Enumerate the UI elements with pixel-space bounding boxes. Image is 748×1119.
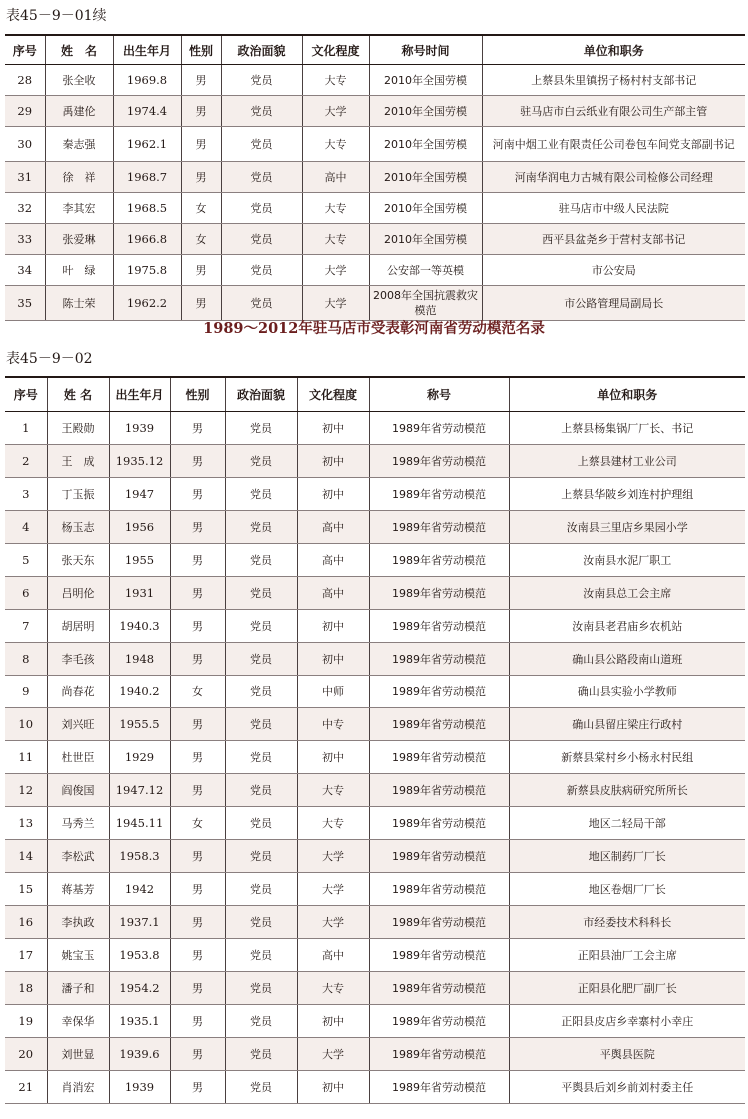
table-row <box>5 576 745 609</box>
cell-gender: 男 <box>170 774 225 807</box>
cell-name: 杨玉志 <box>47 510 109 543</box>
cell-political: 党员 <box>225 609 297 642</box>
cell-gender: 男 <box>181 65 221 96</box>
cell-unit: 西平县盆尧乡于营村支部书记 <box>482 224 745 255</box>
cell-unit: 市公安局 <box>482 255 745 286</box>
cell-gender: 女 <box>181 193 221 224</box>
cell-political: 党员 <box>225 939 297 972</box>
cell-title: 1989年省劳动模范 <box>369 576 509 609</box>
table-row <box>5 96 745 127</box>
cell-no: 7 <box>5 609 47 642</box>
cell-gender: 男 <box>170 444 225 477</box>
cell-name: 刘兴旺 <box>47 708 109 741</box>
table-row <box>5 741 745 774</box>
cell-unit: 新蔡县棠村乡小杨永村民组 <box>509 741 745 774</box>
cell-education: 大学 <box>297 840 369 873</box>
cell-no: 8 <box>5 642 47 675</box>
table-row <box>5 412 745 445</box>
cell-name: 禹建伦 <box>45 96 113 127</box>
cell-title: 1989年省劳动模范 <box>369 510 509 543</box>
cell-name: 丁玉振 <box>47 477 109 510</box>
cell-education: 大专 <box>297 807 369 840</box>
table-row <box>5 939 745 972</box>
cell-political: 党员 <box>221 193 302 224</box>
cell-name: 蒋基芳 <box>47 873 109 906</box>
cell-unit: 正阳县化肥厂副厂长 <box>509 971 745 1004</box>
cell-unit: 汝南县老君庙乡农机站 <box>509 609 745 642</box>
cell-unit: 上蔡县华陂乡刘连村护理组 <box>509 477 745 510</box>
cell-no: 2 <box>5 444 47 477</box>
table1 <box>5 34 745 321</box>
cell-name: 李松武 <box>47 840 109 873</box>
cell-name: 刘世显 <box>47 1037 109 1070</box>
cell-no: 1 <box>5 412 47 445</box>
cell-birth: 1956 <box>109 510 170 543</box>
cell-no: 21 <box>5 1070 47 1103</box>
table-row <box>5 444 745 477</box>
cell-education: 大专 <box>297 971 369 1004</box>
cell-education: 高中 <box>297 576 369 609</box>
cell-title: 1989年省劳动模范 <box>369 873 509 906</box>
cell-education: 大专 <box>302 127 369 162</box>
col-header-birth: 出生年月 <box>109 377 170 412</box>
cell-no: 20 <box>5 1037 47 1070</box>
cell-title: 1989年省劳动模范 <box>369 939 509 972</box>
table-row <box>5 1070 745 1103</box>
cell-unit: 平舆县医院 <box>509 1037 745 1070</box>
cell-birth: 1935.12 <box>109 444 170 477</box>
col-header-no: 序号 <box>5 35 45 65</box>
table-row <box>5 675 745 708</box>
cell-political: 党员 <box>225 675 297 708</box>
col-header-no: 序号 <box>5 377 47 412</box>
cell-birth: 1947 <box>109 477 170 510</box>
cell-gender: 女 <box>170 675 225 708</box>
cell-political: 党员 <box>225 543 297 576</box>
cell-political: 党员 <box>225 412 297 445</box>
cell-unit: 正阳县油厂工会主席 <box>509 939 745 972</box>
cell-gender: 男 <box>181 286 221 321</box>
cell-no: 15 <box>5 873 47 906</box>
table-row <box>5 65 745 96</box>
cell-no: 33 <box>5 224 45 255</box>
cell-no: 18 <box>5 971 47 1004</box>
cell-gender: 男 <box>170 412 225 445</box>
cell-name: 潘子和 <box>47 971 109 1004</box>
cell-gender: 男 <box>170 873 225 906</box>
cell-education: 大学 <box>297 873 369 906</box>
cell-title: 1989年省劳动模范 <box>369 807 509 840</box>
col-header-name: 姓 名 <box>45 35 113 65</box>
cell-unit: 确山县留庄梁庄行政村 <box>509 708 745 741</box>
cell-no: 3 <box>5 477 47 510</box>
table2-caption: 表45－9－02 <box>6 351 93 367</box>
cell-gender: 男 <box>170 1037 225 1070</box>
col-header-gender: 性别 <box>170 377 225 412</box>
cell-political: 党员 <box>225 906 297 939</box>
cell-title: 2010年全国劳模 <box>369 224 482 255</box>
cell-unit: 地区制药厂厂长 <box>509 840 745 873</box>
col-header-unit: 单位和职务 <box>509 377 745 412</box>
cell-unit: 确山县公路段南山道班 <box>509 642 745 675</box>
cell-name: 秦志强 <box>45 127 113 162</box>
table-row <box>5 127 745 162</box>
cell-title: 1989年省劳动模范 <box>369 906 509 939</box>
cell-no: 13 <box>5 807 47 840</box>
cell-unit: 市经委技术科科长 <box>509 906 745 939</box>
cell-birth: 1948 <box>109 642 170 675</box>
cell-name: 张爱琳 <box>45 224 113 255</box>
cell-political: 党员 <box>221 96 302 127</box>
table-row <box>5 840 745 873</box>
col-header-title-time: 称号时间 <box>369 35 482 65</box>
cell-title: 1989年省劳动模范 <box>369 774 509 807</box>
cell-no: 12 <box>5 774 47 807</box>
cell-political: 党员 <box>225 1037 297 1070</box>
cell-name: 叶 绿 <box>45 255 113 286</box>
cell-gender: 女 <box>170 807 225 840</box>
cell-no: 35 <box>5 286 45 321</box>
cell-political: 党员 <box>225 807 297 840</box>
table-row <box>5 873 745 906</box>
cell-political: 党员 <box>221 65 302 96</box>
cell-title: 1989年省劳动模范 <box>369 1004 509 1037</box>
cell-education: 大专 <box>302 65 369 96</box>
cell-birth: 1974.4 <box>113 96 181 127</box>
cell-political: 党员 <box>225 971 297 1004</box>
table-row <box>5 906 745 939</box>
cell-education: 高中 <box>297 543 369 576</box>
cell-title: 1989年省劳动模范 <box>369 477 509 510</box>
cell-education: 大学 <box>297 906 369 939</box>
cell-birth: 1969.8 <box>113 65 181 96</box>
table-row <box>5 774 745 807</box>
cell-political: 党员 <box>225 873 297 906</box>
cell-title: 1989年省劳动模范 <box>369 675 509 708</box>
cell-name: 张天东 <box>47 543 109 576</box>
cell-unit: 汝南县水泥厂职工 <box>509 543 745 576</box>
cell-education: 大学 <box>302 96 369 127</box>
cell-no: 14 <box>5 840 47 873</box>
cell-education: 初中 <box>297 642 369 675</box>
col-header-gender: 性别 <box>181 35 221 65</box>
section-title: 1989～2012年驻马店市受表彰河南省劳动模范名录 <box>203 320 545 337</box>
cell-no: 6 <box>5 576 47 609</box>
cell-education: 初中 <box>297 1004 369 1037</box>
cell-unit: 汝南县总工会主席 <box>509 576 745 609</box>
col-header-title: 称号 <box>369 377 509 412</box>
table-row <box>5 510 745 543</box>
cell-title: 2008年全国抗震救灾模范 <box>369 286 482 321</box>
table2 <box>5 376 745 1104</box>
cell-no: 19 <box>5 1004 47 1037</box>
cell-gender: 男 <box>170 477 225 510</box>
cell-name: 杜世臣 <box>47 741 109 774</box>
cell-unit: 确山县实验小学教师 <box>509 675 745 708</box>
cell-birth: 1935.1 <box>109 1004 170 1037</box>
cell-education: 大专 <box>302 193 369 224</box>
table-row <box>5 255 745 286</box>
table2-header-row <box>5 377 745 412</box>
cell-unit: 地区二轻局干部 <box>509 807 745 840</box>
cell-title: 1989年省劳动模范 <box>369 741 509 774</box>
cell-gender: 男 <box>170 939 225 972</box>
cell-political: 党员 <box>221 162 302 193</box>
cell-unit: 平舆县后刘乡前刘村委主任 <box>509 1070 745 1103</box>
cell-no: 4 <box>5 510 47 543</box>
table-row <box>5 642 745 675</box>
table-row <box>5 162 745 193</box>
cell-birth: 1940.3 <box>109 609 170 642</box>
cell-birth: 1954.2 <box>109 971 170 1004</box>
cell-political: 党员 <box>225 642 297 675</box>
cell-birth: 1966.8 <box>113 224 181 255</box>
cell-gender: 男 <box>170 741 225 774</box>
table1-caption: 表45－9－01续 <box>6 8 107 24</box>
col-header-political: 政治面貌 <box>221 35 302 65</box>
cell-no: 32 <box>5 193 45 224</box>
cell-name: 阎俊国 <box>47 774 109 807</box>
cell-birth: 1968.7 <box>113 162 181 193</box>
cell-unit: 新蔡县皮肤病研究所所长 <box>509 774 745 807</box>
cell-name: 王 成 <box>47 444 109 477</box>
cell-no: 31 <box>5 162 45 193</box>
cell-gender: 男 <box>181 162 221 193</box>
cell-education: 高中 <box>297 939 369 972</box>
cell-political: 党员 <box>225 477 297 510</box>
cell-unit: 驻马店市白云纸业有限公司生产部主管 <box>482 96 745 127</box>
cell-no: 29 <box>5 96 45 127</box>
cell-birth: 1958.3 <box>109 840 170 873</box>
cell-education: 大专 <box>302 224 369 255</box>
cell-title: 1989年省劳动模范 <box>369 412 509 445</box>
table-row <box>5 1037 745 1070</box>
cell-unit: 驻马店市中级人民法院 <box>482 193 745 224</box>
table-row <box>5 1004 745 1037</box>
cell-education: 大学 <box>302 255 369 286</box>
table-row <box>5 477 745 510</box>
cell-unit: 上蔡县建材工业公司 <box>509 444 745 477</box>
cell-education: 高中 <box>297 510 369 543</box>
cell-no: 34 <box>5 255 45 286</box>
cell-title: 1989年省劳动模范 <box>369 1070 509 1103</box>
cell-political: 党员 <box>225 741 297 774</box>
cell-gender: 男 <box>170 840 225 873</box>
cell-title: 2010年全国劳模 <box>369 65 482 96</box>
cell-gender: 男 <box>170 1004 225 1037</box>
cell-name: 吕明伦 <box>47 576 109 609</box>
cell-education: 初中 <box>297 412 369 445</box>
cell-gender: 男 <box>181 255 221 286</box>
cell-gender: 男 <box>170 609 225 642</box>
cell-no: 5 <box>5 543 47 576</box>
cell-education: 大学 <box>302 286 369 321</box>
cell-education: 初中 <box>297 609 369 642</box>
cell-education: 初中 <box>297 477 369 510</box>
col-header-birth: 出生年月 <box>113 35 181 65</box>
cell-unit: 上蔡县朱里镇拐子杨村村支部书记 <box>482 65 745 96</box>
cell-title: 1989年省劳动模范 <box>369 1037 509 1070</box>
cell-birth: 1945.11 <box>109 807 170 840</box>
cell-no: 17 <box>5 939 47 972</box>
cell-birth: 1937.1 <box>109 906 170 939</box>
cell-political: 党员 <box>225 708 297 741</box>
cell-name: 张全收 <box>45 65 113 96</box>
cell-title: 1989年省劳动模范 <box>369 708 509 741</box>
cell-birth: 1939 <box>109 412 170 445</box>
cell-education: 初中 <box>297 1070 369 1103</box>
cell-name: 李毛孩 <box>47 642 109 675</box>
cell-unit: 河南华润电力古城有限公司检修公司经理 <box>482 162 745 193</box>
cell-name: 幸保华 <box>47 1004 109 1037</box>
cell-no: 9 <box>5 675 47 708</box>
cell-political: 党员 <box>225 1004 297 1037</box>
cell-gender: 男 <box>170 543 225 576</box>
cell-title: 1989年省劳动模范 <box>369 840 509 873</box>
cell-birth: 1939 <box>109 1070 170 1103</box>
cell-birth: 1947.12 <box>109 774 170 807</box>
cell-no: 28 <box>5 65 45 96</box>
cell-unit: 上蔡县杨集锅厂厂长、书记 <box>509 412 745 445</box>
cell-political: 党员 <box>221 286 302 321</box>
cell-birth: 1931 <box>109 576 170 609</box>
cell-political: 党员 <box>221 127 302 162</box>
table-row <box>5 609 745 642</box>
cell-title: 1989年省劳动模范 <box>369 444 509 477</box>
col-header-education: 文化程度 <box>297 377 369 412</box>
cell-no: 11 <box>5 741 47 774</box>
cell-birth: 1962.2 <box>113 286 181 321</box>
table-row <box>5 807 745 840</box>
cell-title: 公安部一等英模 <box>369 255 482 286</box>
cell-education: 中专 <box>297 708 369 741</box>
cell-gender: 男 <box>181 127 221 162</box>
cell-title: 2010年全国劳模 <box>369 96 482 127</box>
cell-birth: 1940.2 <box>109 675 170 708</box>
cell-no: 30 <box>5 127 45 162</box>
table-row <box>5 543 745 576</box>
table-row <box>5 708 745 741</box>
cell-gender: 男 <box>170 906 225 939</box>
cell-title: 2010年全国劳模 <box>369 193 482 224</box>
cell-gender: 男 <box>170 971 225 1004</box>
cell-political: 党员 <box>225 510 297 543</box>
cell-name: 马秀兰 <box>47 807 109 840</box>
cell-no: 16 <box>5 906 47 939</box>
cell-political: 党员 <box>225 576 297 609</box>
cell-birth: 1929 <box>109 741 170 774</box>
cell-title: 1989年省劳动模范 <box>369 543 509 576</box>
col-header-name: 姓 名 <box>47 377 109 412</box>
cell-name: 陈士荣 <box>45 286 113 321</box>
cell-education: 大专 <box>297 774 369 807</box>
cell-political: 党员 <box>225 840 297 873</box>
cell-gender: 男 <box>181 96 221 127</box>
cell-name: 徐 祥 <box>45 162 113 193</box>
cell-birth: 1953.8 <box>109 939 170 972</box>
table-row <box>5 286 745 321</box>
cell-title: 1989年省劳动模范 <box>369 971 509 1004</box>
cell-education: 初中 <box>297 741 369 774</box>
cell-gender: 女 <box>181 224 221 255</box>
cell-gender: 男 <box>170 642 225 675</box>
cell-political: 党员 <box>225 774 297 807</box>
cell-unit: 正阳县皮店乡幸寨村小幸庄 <box>509 1004 745 1037</box>
col-header-unit: 单位和职务 <box>482 35 745 65</box>
cell-political: 党员 <box>225 1070 297 1103</box>
cell-birth: 1942 <box>109 873 170 906</box>
cell-birth: 1968.5 <box>113 193 181 224</box>
cell-birth: 1955.5 <box>109 708 170 741</box>
cell-title: 2010年全国劳模 <box>369 127 482 162</box>
cell-political: 党员 <box>221 224 302 255</box>
cell-title: 2010年全国劳模 <box>369 162 482 193</box>
cell-birth: 1975.8 <box>113 255 181 286</box>
cell-education: 大学 <box>297 1037 369 1070</box>
table1-header-row <box>5 35 745 65</box>
cell-political: 党员 <box>225 444 297 477</box>
cell-unit: 汝南县三里店乡果园小学 <box>509 510 745 543</box>
cell-unit: 市公路管理局副局长 <box>482 286 745 321</box>
cell-education: 初中 <box>297 444 369 477</box>
cell-name: 胡居明 <box>47 609 109 642</box>
cell-birth: 1955 <box>109 543 170 576</box>
cell-name: 李其宏 <box>45 193 113 224</box>
table-row <box>5 971 745 1004</box>
cell-political: 党员 <box>221 255 302 286</box>
cell-name: 尚春花 <box>47 675 109 708</box>
cell-name: 姚宝玉 <box>47 939 109 972</box>
cell-name: 肖消宏 <box>47 1070 109 1103</box>
cell-unit: 地区卷烟厂厂长 <box>509 873 745 906</box>
cell-birth: 1939.6 <box>109 1037 170 1070</box>
cell-gender: 男 <box>170 1070 225 1103</box>
cell-no: 10 <box>5 708 47 741</box>
cell-unit: 河南中烟工业有限责任公司卷包车间党支部副书记 <box>482 127 745 162</box>
col-header-education: 文化程度 <box>302 35 369 65</box>
table-row <box>5 224 745 255</box>
table-row <box>5 193 745 224</box>
cell-gender: 男 <box>170 708 225 741</box>
cell-name: 李执政 <box>47 906 109 939</box>
cell-birth: 1962.1 <box>113 127 181 162</box>
cell-gender: 男 <box>170 576 225 609</box>
cell-gender: 男 <box>170 510 225 543</box>
cell-title: 1989年省劳动模范 <box>369 609 509 642</box>
cell-education: 高中 <box>302 162 369 193</box>
cell-title: 1989年省劳动模范 <box>369 642 509 675</box>
col-header-political: 政治面貌 <box>225 377 297 412</box>
cell-education: 中师 <box>297 675 369 708</box>
cell-name: 王殿勋 <box>47 412 109 445</box>
